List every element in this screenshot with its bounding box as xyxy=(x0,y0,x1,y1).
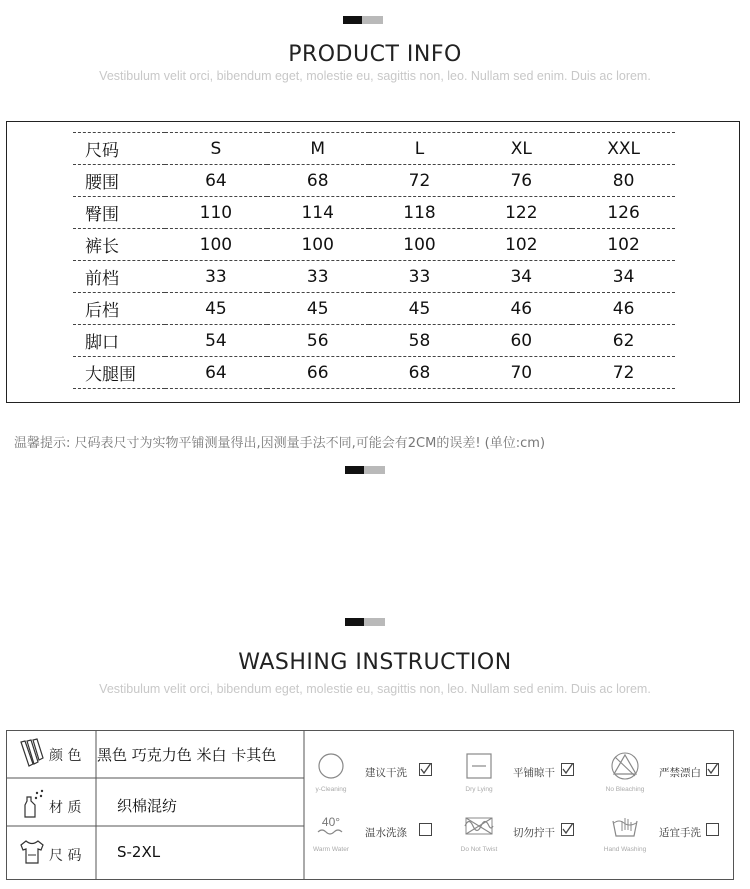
size-table xyxy=(73,132,675,389)
size-table-cell: 102 xyxy=(470,229,572,261)
size-table-cell: 45 xyxy=(267,293,369,325)
palette-icon xyxy=(17,738,47,768)
size-table-row xyxy=(73,229,675,261)
product-info-subtitle: Vestibulum velit orci, bibendum eget, molestie eu, sagittis non, leo. Nullam sed enim. Duis ac lorem. xyxy=(99,69,651,83)
dry-flat-icon xyxy=(461,749,497,783)
care-item-hand-wash xyxy=(603,809,737,869)
warm-water-icon xyxy=(313,809,349,843)
care-item-no-bleach xyxy=(607,749,737,809)
care-item-no-wring xyxy=(461,809,591,869)
size-table-cell: XL xyxy=(470,133,572,165)
hand-wash-icon xyxy=(607,809,643,843)
size-table-row xyxy=(73,197,675,229)
size-table-cell: 46 xyxy=(572,293,675,325)
washing-subtitle: Vestibulum velit orci, bibendum eget, molestie eu, sagittis non, leo. Nullam sed enim. Duis ac lorem. xyxy=(99,682,651,696)
care-cn-label: 建议干洗 xyxy=(365,767,407,779)
size-table-cell: 70 xyxy=(470,357,572,389)
care-item-dry-flat xyxy=(461,749,591,809)
no-bleach-icon xyxy=(607,749,643,783)
section-divider-icon xyxy=(345,466,385,474)
size-table-cell: 62 xyxy=(572,325,675,357)
size-table-cell: L xyxy=(369,133,471,165)
care-en-label: y-Cleaning xyxy=(315,786,347,793)
care-cn-label: 平铺晾干 xyxy=(513,767,555,779)
size-table-row xyxy=(73,325,675,357)
care-item-dry-clean xyxy=(313,749,443,809)
size-table-cell: 126 xyxy=(572,197,675,229)
size-table-cell: 72 xyxy=(572,357,675,389)
size-table-cell: 64 xyxy=(165,165,267,197)
size-table-cell: 64 xyxy=(165,357,267,389)
size-table-cell: 100 xyxy=(165,229,267,261)
care-cn-label: 适宜手洗 xyxy=(659,827,701,839)
size-tip: 温馨提示: 尺码表尺寸为实物平铺测量得出,因测量手法不同,可能会有2CM的误差! (单位:cm) xyxy=(14,436,546,451)
attribute-row-color xyxy=(7,738,307,774)
size-table-row-label: 大腿围 xyxy=(73,357,165,389)
size-table-row xyxy=(73,165,675,197)
attribute-row-material xyxy=(7,787,307,823)
care-cn-label: 严禁漂白 xyxy=(659,767,701,779)
size-table-row-label: 腰围 xyxy=(73,165,165,197)
size-table-cell: 100 xyxy=(369,229,471,261)
size-table-cell: S xyxy=(165,133,267,165)
attribute-value: 织棉混纺 xyxy=(117,797,178,815)
size-table-row xyxy=(73,261,675,293)
no-wring-icon xyxy=(461,809,497,843)
attribute-label: 尺 码 xyxy=(49,848,82,864)
attribute-value: 黑色 巧克力色 米白 卡其色 xyxy=(97,746,277,764)
size-table-cell: 76 xyxy=(470,165,572,197)
checkbox-empty-icon xyxy=(419,823,432,836)
section-divider-icon xyxy=(343,16,383,24)
size-table-cell: 66 xyxy=(267,357,369,389)
care-cn-label: 切勿拧干 xyxy=(513,827,555,839)
size-shirt-icon xyxy=(17,837,47,867)
washing-title: WASHING INSTRUCTION xyxy=(238,650,512,675)
washing-panel xyxy=(6,730,734,880)
size-table-row-label: 脚口 xyxy=(73,325,165,357)
care-en-label: Dry Lying xyxy=(465,786,493,793)
care-en-label: Do Not Twist xyxy=(460,846,498,853)
size-table-cell: 34 xyxy=(572,261,675,293)
care-cn-label: 温水洗涤 xyxy=(365,827,407,839)
size-table-cell: 33 xyxy=(267,261,369,293)
care-en-label: Warm Water xyxy=(313,846,349,853)
product-info-title: PRODUCT INFO xyxy=(288,42,462,67)
size-table-cell: 54 xyxy=(165,325,267,357)
size-table-cell: 58 xyxy=(369,325,471,357)
size-table-row-label: 尺码 xyxy=(73,133,165,165)
size-table-cell: 72 xyxy=(369,165,471,197)
size-table-cell: 33 xyxy=(369,261,471,293)
checkbox-checked-icon xyxy=(706,763,719,776)
care-item-warm-water xyxy=(313,809,443,869)
size-table-cell: 45 xyxy=(369,293,471,325)
checkbox-checked-icon xyxy=(419,763,432,776)
size-table-row xyxy=(73,357,675,389)
size-table-cell: 80 xyxy=(572,165,675,197)
size-table-row-label: 裤长 xyxy=(73,229,165,261)
size-table-cell: 46 xyxy=(470,293,572,325)
checkbox-checked-icon xyxy=(561,823,574,836)
size-table-cell: 102 xyxy=(572,229,675,261)
checkbox-checked-icon xyxy=(561,763,574,776)
size-table-header-row xyxy=(73,133,675,165)
size-table-cell: 114 xyxy=(267,197,369,229)
size-table-cell: 33 xyxy=(165,261,267,293)
size-table-cell: 68 xyxy=(267,165,369,197)
size-table-row-label: 前档 xyxy=(73,261,165,293)
checkbox-empty-icon xyxy=(706,823,719,836)
size-table-cell: 100 xyxy=(267,229,369,261)
size-table-row-label: 臀围 xyxy=(73,197,165,229)
size-table-cell: 68 xyxy=(369,357,471,389)
size-table-cell: XXL xyxy=(572,133,675,165)
attribute-label: 材 质 xyxy=(49,800,82,816)
attribute-value: S-2XL xyxy=(117,843,161,861)
size-table-cell: 45 xyxy=(165,293,267,325)
attribute-row-size xyxy=(7,835,307,871)
size-table-cell: 118 xyxy=(369,197,471,229)
size-table-cell: 56 xyxy=(267,325,369,357)
size-table-cell: 122 xyxy=(470,197,572,229)
care-en-label: No Bleaching xyxy=(605,786,645,793)
dry-clean-icon xyxy=(313,749,349,783)
material-spray-icon xyxy=(17,789,47,819)
size-table-row-label: 后档 xyxy=(73,293,165,325)
section-divider-icon xyxy=(345,618,385,626)
size-table-cell: 60 xyxy=(470,325,572,357)
size-table-cell: 34 xyxy=(470,261,572,293)
size-table-row xyxy=(73,293,675,325)
size-table-cell: 110 xyxy=(165,197,267,229)
care-en-label: Hand Washing xyxy=(603,846,647,853)
attribute-label: 颜 色 xyxy=(49,748,82,764)
warm-temp-label: 40° xyxy=(321,815,341,829)
size-table-cell: M xyxy=(267,133,369,165)
